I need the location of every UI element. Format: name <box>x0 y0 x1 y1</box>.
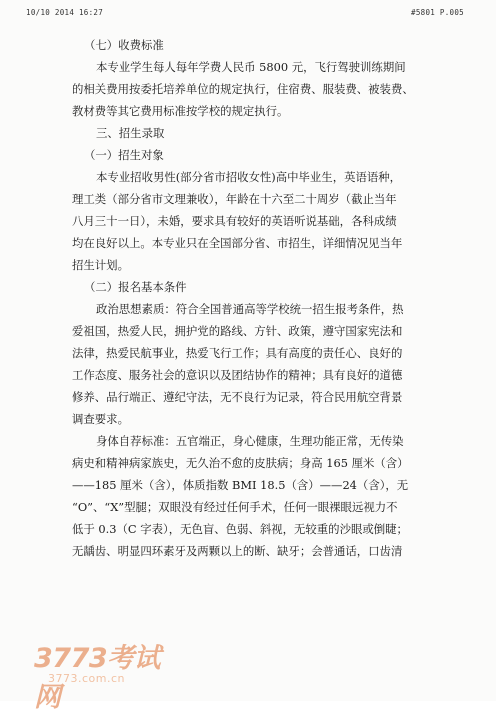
paragraph-line: ——185 厘米（含），体质指数 BMI 18.5（含）——24（含），无 <box>72 478 409 492</box>
paragraph-line: 身体自荐标准：五官端正，身心健康，生理功能正常，无传染 <box>96 434 404 448</box>
subsection-heading-target: （一）招生对象 <box>84 148 164 162</box>
paragraph-line: 修养、品行端正、遵纪守法，无不良行为记录，符合民用航空背景 <box>72 390 403 404</box>
paragraph-line: 法律，热爱民航事业，热爱飞行工作；具有高度的责任心、良好的 <box>72 346 403 360</box>
fax-page-ref: #5801 P.005 <box>411 8 464 17</box>
paragraph-line: 理工类（部分省市文理兼收），年龄在十六至二十周岁（截止当年 <box>72 192 397 206</box>
paragraph-line: 政治思想素质：符合全国普通高等学校统一招生报考条件，热 <box>96 302 404 316</box>
paragraph-line: 招生计划。 <box>72 258 129 272</box>
paragraph-line: 八月三十一日），未婚，要求具有较好的英语听说基础，各科成绩 <box>72 214 397 228</box>
paragraph-line: 工作态度、服务社会的意识以及团结协作的精神；具有良好的道德 <box>72 368 403 382</box>
site-watermark <box>34 636 184 713</box>
paragraph-line: 本专业学生每人每年学费人民币 5800 元，飞行驾驶训练期间 <box>96 60 406 74</box>
paragraph-line: 无龋齿、明显四环素牙及两颗以上的断、缺牙；会普通话，口齿清 <box>72 544 403 558</box>
document-body <box>72 34 462 562</box>
paragraph-line: 教材费等其它费用标准按学校的规定执行。 <box>72 104 289 118</box>
paragraph-line: 调查要求。 <box>72 412 129 426</box>
paragraph-line: “O”、“X”型腿；双眼没有经过任何手术，任何一眼裸眼远视力不 <box>72 500 398 514</box>
subsection-heading-requirements: （二）报名基本条件 <box>84 280 187 294</box>
watermark-url: 3773.com.cn <box>48 672 125 685</box>
paragraph-line: 均在良好以上。本专业只在全国部分省、市招生，详细情况见当年 <box>72 236 403 250</box>
watermark-logo-text: 3773考试网 <box>34 643 161 713</box>
section-heading-admission: 三、招生录取 <box>96 126 165 140</box>
fax-datetime: 10/10 2014 16:27 <box>26 8 104 17</box>
paragraph-line: 低于 0.3（C 字表），无色盲、色弱、斜视，无较重的沙眼或倒睫； <box>72 522 408 536</box>
paragraph-line: 的相关费用按委托培养单位的规定执行，住宿费、服装费、被装费、 <box>72 82 414 96</box>
section-heading-fees: （七）收费标准 <box>84 38 164 52</box>
paragraph-line: 爱祖国，热爱人民，拥护党的路线、方针、政策，遵守国家宪法和 <box>72 324 403 338</box>
fax-header <box>26 8 464 20</box>
paragraph-line: 本专业招收男性(部分省市招收女性)高中毕业生，英语语种， <box>96 170 402 184</box>
paragraph-line: 病史和精神病家族史，无久治不愈的皮肤病；身高 165 厘米（含） <box>72 456 409 470</box>
